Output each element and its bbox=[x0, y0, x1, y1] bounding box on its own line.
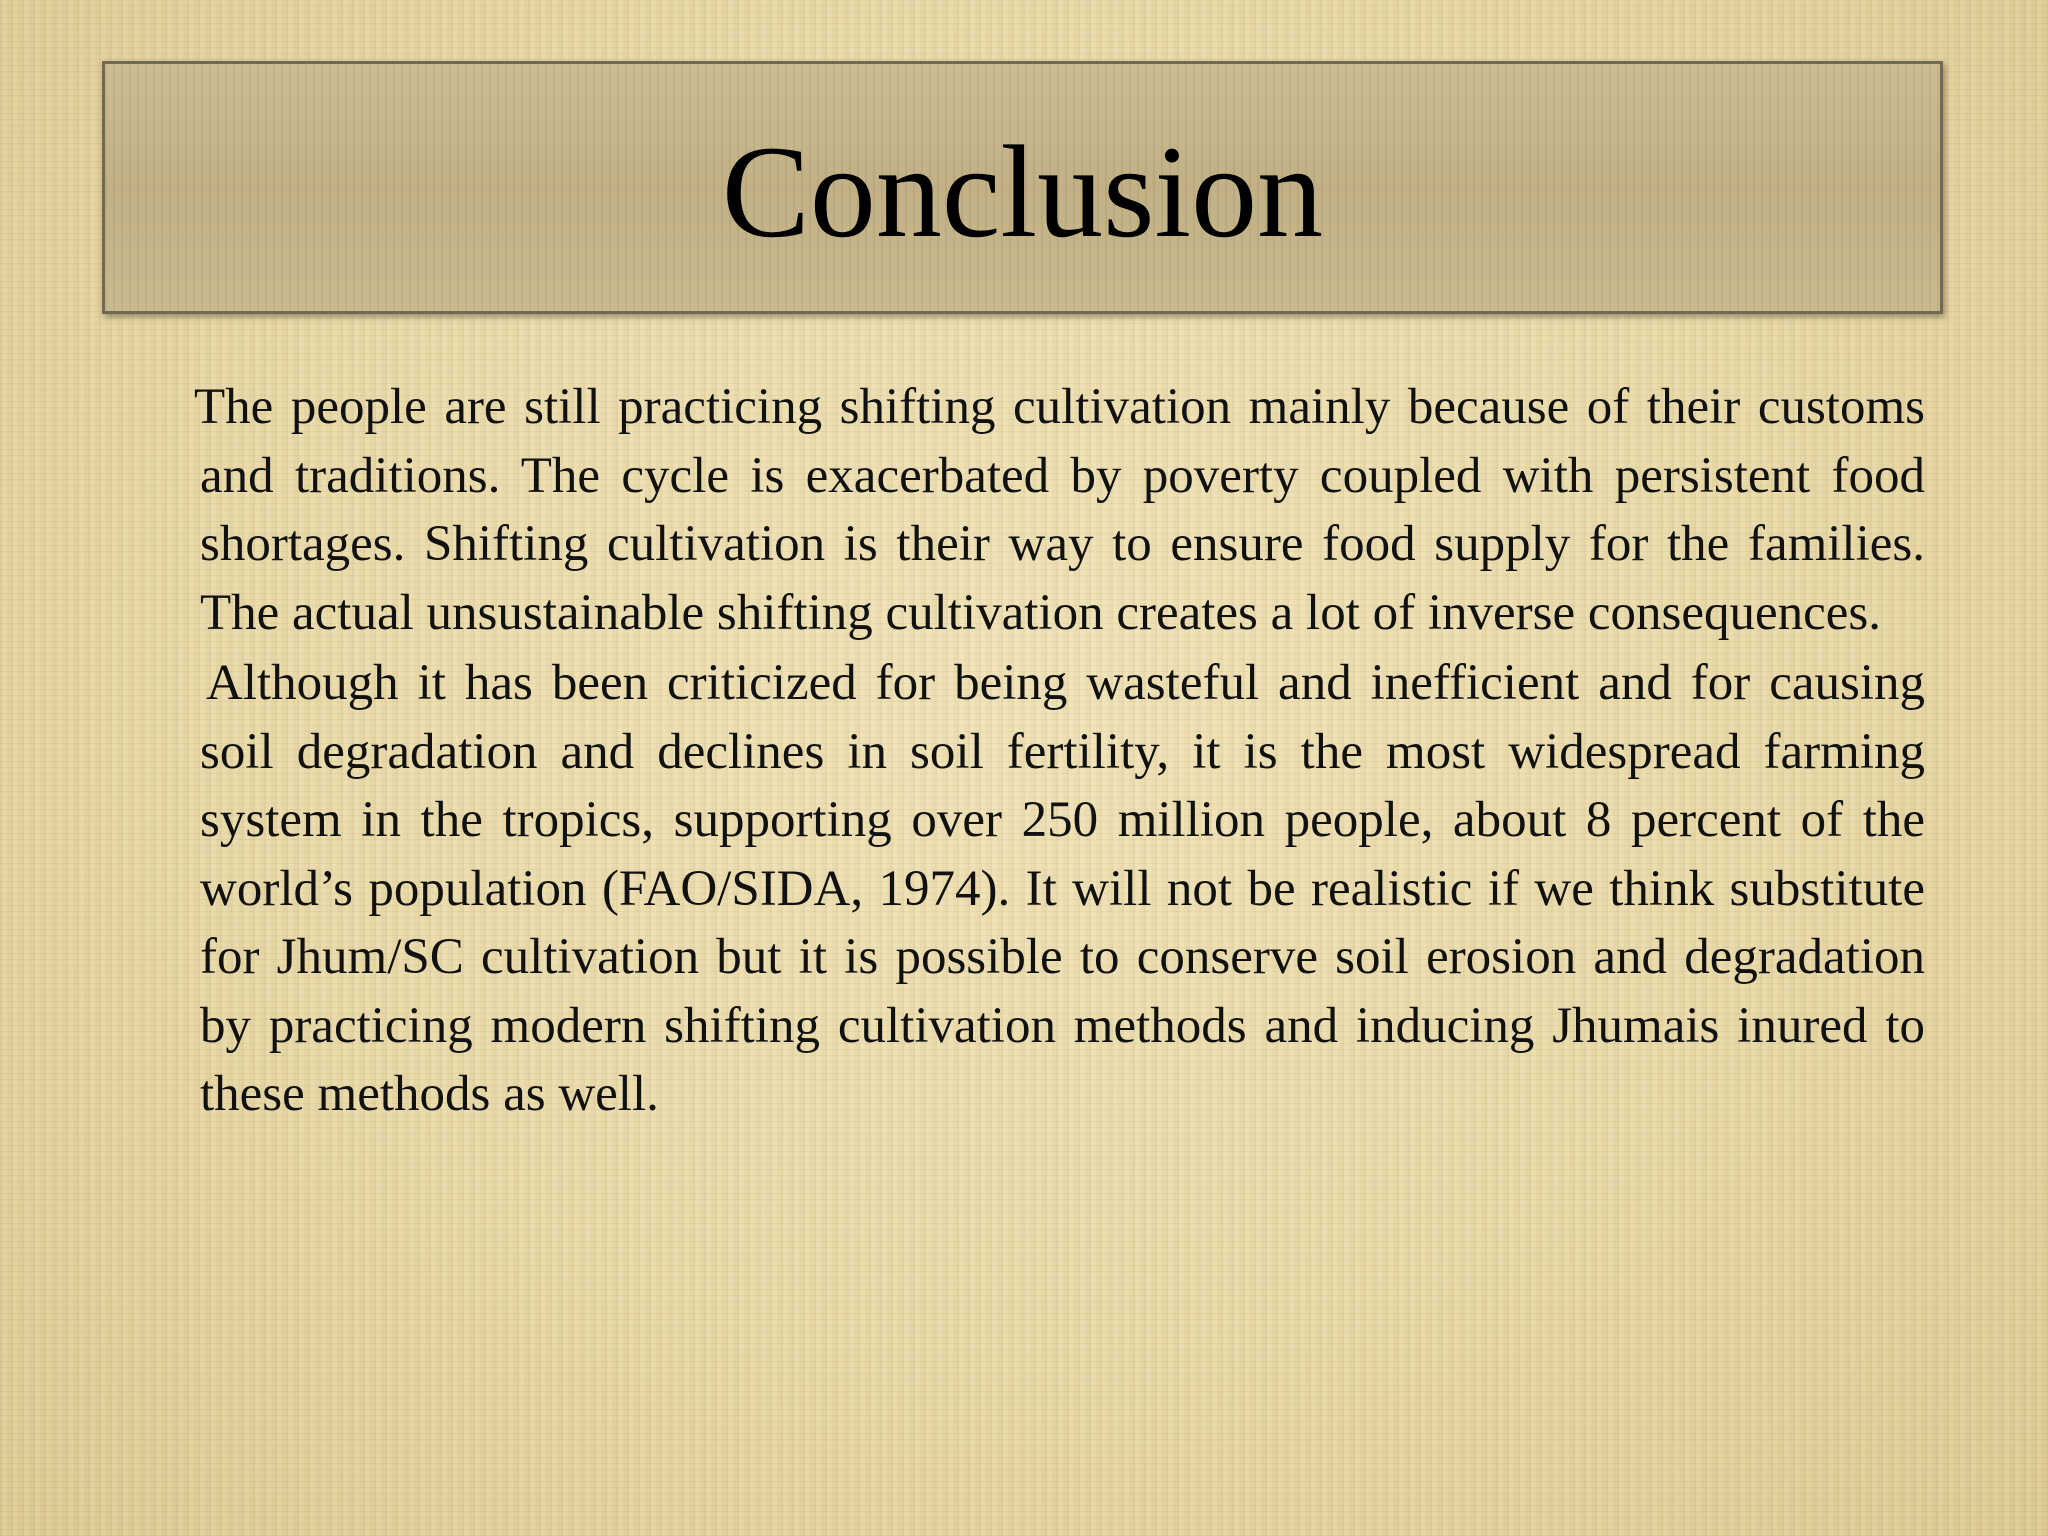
title-banner bbox=[102, 61, 1943, 314]
paragraph-customs: The people are still practicing shifting cultivation mainly because of their customs and traditions. The cycle is exacerbated by poverty coupled with persistent food shortages. Shifting cultivation is their way to ensure food supply for the families. The actual unsustainable shifting cultivation creates a lot of inverse consequences. bbox=[194, 379, 1925, 641]
slide-title: Conclusion bbox=[721, 117, 1324, 265]
paragraph-criticism: Although it has been criticized for being wasteful and inefficient and for causing soil degradation and declines in soil fertility, it is the most widespread farming system in the tropics, supporting over 250 million people, about 8 percent of the world’s population (FAO/SIDA, 1974). It will not be realistic if we think substitute for Jhum/SC cultivation but it is possible to conserve soil erosion and degradation by practicing modern shifting cultivation methods and inducing Jhumais inured to these methods as well. bbox=[200, 655, 1925, 1122]
slide-body bbox=[194, 373, 1925, 1129]
